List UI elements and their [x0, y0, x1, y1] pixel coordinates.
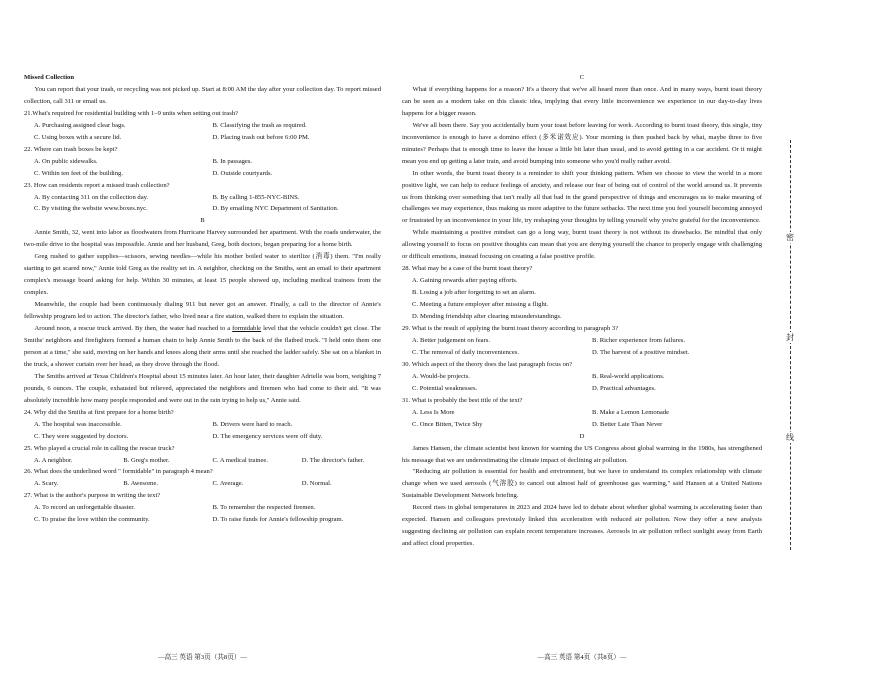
option-c: C. Using boxes with a secure lid. [34, 133, 122, 141]
question-28-stem: 28. What may be a case of the burnt toast theory? [402, 265, 533, 273]
option-b: B. By calling 1-855-NYC-BINS. [212, 193, 300, 201]
question-26-stem: 26. What does the underlined word " formidable" in paragraph 4 mean? [24, 468, 213, 476]
section-b-heading: B [200, 217, 205, 225]
option-c: C. They were suggested by doctors. [34, 432, 129, 440]
question-27-stem: 27. What is the author's purpose in writing the text? [24, 492, 161, 500]
right-page [402, 72, 762, 550]
passage-c-paragraph-4: While maintaining a positive mindset can go a long way, burnt toast theory is not without its drawbacks. Be mindful that only allowing yourself to focus on positive thoughts can mean that you are denying yourself the chance to properly engage with challenging or difficult emotions, instead focusing on creating a false positive profile. [402, 229, 762, 261]
question-31-options [402, 407, 762, 431]
question-21-options [24, 120, 381, 144]
option-a: A. To record an unforgettable disaster. [34, 504, 135, 512]
passage-d-paragraph-3: Record rises in global temperatures in 2023 and 2024 have led to debate about whether global warming is accelerating faster than expected. Hansen and colleagues previously linked this acceleration with reduced air pollution. Now they offer a new analysis suggesting declining air pollution can explain recent temperature increases. Aerosols in air pollution reflect sunlight away from Earth and affect cloud properties. [402, 504, 762, 548]
option-c: C. A medical trainee. [212, 456, 268, 464]
question-31-stem: 31. What is probably the best title of the text? [402, 396, 523, 404]
option-d: D. Normal. [301, 480, 332, 488]
option-a: A. The hospital was inaccessible. [34, 420, 122, 428]
question-24-options [24, 419, 381, 443]
option-d: D. Mending friendship after clearing misunderstandings. [412, 313, 562, 321]
question-29-stem: 29. What is the result of applying the burnt toast theory according to paragraph 3? [402, 325, 619, 333]
option-b: B. Classifying the trash as required. [212, 121, 307, 129]
option-a: A. Would-be projects. [412, 372, 470, 380]
page-footer-right: —高三 英语 第4页（共8页）— [537, 654, 627, 661]
question-22-options [24, 156, 381, 180]
option-b: B. To remember the respected firemen. [212, 504, 316, 512]
option-a: A. Gaining rewards after paying efforts. [412, 277, 518, 285]
question-23-options [24, 192, 381, 216]
passage-d-paragraph-1: James Hansen, the climate scientist best known for warning the US Congress about global warming in the 1980s, has strengthened his message that we are underestimating the climate impact of declining air pollution. [402, 444, 762, 464]
question-25-options [24, 455, 381, 467]
passage-b-paragraph-4 [24, 323, 381, 371]
option-c: C. Average. [212, 480, 244, 488]
option-b: B. Awesome. [123, 480, 158, 488]
option-c: C. Within ten feet of the building. [34, 169, 123, 177]
binding-char-seal: 封 [780, 332, 800, 343]
option-c: C. Once Bitten, Twice Shy [412, 420, 483, 428]
option-b: B. Greg's mother. [123, 456, 170, 464]
option-b: B. Richer experience from failures. [592, 336, 686, 344]
option-a: A. A neighbor. [34, 456, 73, 464]
section-title: Missed Collection [24, 74, 74, 81]
question-22-stem: 22. Where can trash boxes be kept? [24, 145, 118, 153]
option-a: A. By contacting 311 on the collection day. [34, 193, 149, 201]
passage-b-paragraph-2: Greg rushed to gather supplies—scissors, sewing needles—while his mother boiled water to sterilize (消毒) them. "I'm really starting to get scared now," Annie told Greg as the reality set in. A neighbor, checking on the Smiths, sent an email to their apartment complex's message board asking for help. Within 30 minutes, at least 15 people showed up, including medical trainees from the complex. [24, 253, 381, 297]
binding-char-seal: 密 [780, 232, 800, 243]
question-27-options [24, 502, 381, 526]
binding-char-line: 线 [780, 432, 800, 443]
paragraph-4-start: Around noon, a rescue truck arrived. By then, the water had reached to a [34, 325, 233, 333]
option-d: D. To raise funds for Annie's fellowship program. [212, 516, 344, 524]
question-30-stem: 30. Which aspect of the theory does the last paragraph focus on? [402, 360, 573, 368]
left-page [24, 72, 381, 526]
option-d: D. Placing trash out before 6:00 PM. [212, 133, 310, 141]
passage-d-paragraph-2: "Reducing air pollution is essential for health and environment, but we have to understand its complex relationship with climate change when we used aerosols (气溶胶) to cancel out almost half of greenhouse gas warming," said Hansen at a United Nations Sustainable Development Network briefing. [402, 468, 762, 500]
page-footer-left: —高三 英语 第3页（共8页）— [157, 654, 247, 661]
option-a: A. Less Is More [412, 408, 455, 416]
option-a: A. Purchasing assigned clear bags. [34, 121, 126, 129]
option-b: B. Drivers were hard to reach. [212, 420, 293, 428]
option-b: B. Make a Lemon Lemonade [592, 408, 670, 416]
binding-dashed-line [790, 140, 791, 550]
question-26-options [24, 478, 381, 490]
question-25-stem: 25. Who played a crucial role in calling the rescue truck? [24, 444, 175, 452]
passage-b-paragraph-1: Annie Smith, 32, went into labor as floodwaters from Hurricane Harvey surrounded her apartment. With the roads underwater, the two-mile drive to the hospital was impossible. Annie and her husband, Greg, both doctors, began preparing for a home birth. [24, 229, 381, 249]
section-d-heading: D [579, 432, 585, 440]
option-d: D. The harvest of a positive mindset. [592, 348, 690, 356]
underlined-word: formidable [232, 325, 262, 333]
option-c: C. The removal of daily inconveniences. [412, 348, 519, 356]
option-b: B. In passages. [212, 157, 253, 165]
option-a: A. Scary. [34, 480, 59, 488]
passage-c-paragraph-3: In other words, the burnt toast theory is a reminder to shift your thinking pattern. When we choose to view the world in a more positive light, we can help to reduce feelings of anxiety, and release our fear of being out of control of the world around us. It prevents us from thinking over something that isn't really all that bad in the grand perspective of things and encourages us to make meaning of challenges we may experience, thus making us more adaptive to the future setbacks. The next time you feel yourself becoming annoyed or frustrated by an inconvenience in your life, try reshaping your thoughts by telling yourself why you're grateful for the inconvenience. [402, 169, 762, 225]
passage-c-paragraph-2: We've all been there. Say you accidentally burn your toast before leaving for work. According to burnt toast theory, this single, tiny inconvenience is enough to have a domino effect (多米诺效应). Your morning is then pushed back by what, maybe three to five minutes? Perhaps that is enough time to leave the house a little bit later than usual, and to avoid getting in a car accident. Or it might mean you end up getting a later train, and avoid bumping into someone who you'd really rather avoid. [402, 121, 762, 165]
question-30-options [402, 371, 762, 395]
option-c: C. Meeting a future employer after missing a flight. [412, 301, 549, 309]
question-29-options [402, 335, 762, 359]
option-d: D. The emergency services were off duty. [212, 432, 323, 440]
option-c: C. Potential weaknesses. [412, 384, 478, 392]
option-d: D. The director's father. [301, 456, 365, 464]
passage-c-paragraph-1: What if everything happens for a reason? It's a theory that we've all heard more than once. And in many ways, burnt toast theory can be seen as a modern take on this classic idea, implying that every little inconvenience we experience in our day-to-day lives happens for a bigger reason. [402, 85, 762, 117]
paragraph-4-rest: level that the vehicle couldn't get close. The Smiths' neighbors and firefighters formed a human chain to help Annie Smith to the back of the flatbed truck. "I held onto them one person at a time," she said, moving on her hands and knees along their arms until she reached the ladder safely. She sat on a blanket in the truck, a shower curtain over her head, as they drove through the flood. [24, 325, 381, 368]
section-c-heading: C [579, 74, 585, 81]
option-d: D. Outside courtyards. [212, 169, 273, 177]
option-c: C. To praise the love within the community. [34, 516, 150, 524]
option-d: D. Practical advantages. [592, 384, 656, 392]
option-d: D. By emailing NYC Department of Sanitation. [212, 205, 339, 213]
question-21-stem: 21.What's required for residential building with 1–9 units when setting out trash? [24, 109, 238, 117]
intro-paragraph: You can report that your trash, or recycling was not picked up. Start at 8:00 AM the day after your collection day. To report missed collection, call 311 or email us. [24, 85, 381, 105]
question-24-stem: 24. Why did the Smiths at first prepare for a home birth? [24, 408, 174, 416]
option-d: D. Better Late Than Never [592, 420, 663, 428]
passage-b-paragraph-5: The Smiths arrived at Texas Children's Hospital about 15 minutes later. An hour later, their daughter Adrielle was born, weighing 7 pounds, 6 ounces. The couple, exhausted but relieved, appreciated the neighbors and firemen who had come to their aid. "It was absolutely incredible how many people responded and were out in the rain trying to help us," Annie said. [24, 372, 381, 404]
option-a: A. On public sidewalks. [34, 157, 98, 165]
option-b: B. Losing a job after forgetting to set an alarm. [412, 289, 536, 297]
option-b: B. Real-world applications. [592, 372, 665, 380]
question-23-stem: 23. How can residents report a missed trash collection? [24, 181, 170, 189]
option-c: C. By visiting the website www.boxes.nyc. [34, 205, 148, 213]
option-a: A. Better judgement on fears. [412, 336, 491, 344]
question-28-options [402, 275, 762, 323]
passage-b-paragraph-3: Meanwhile, the couple had been continuously dialing 911 but never got an answer. Finally, a call to the director of Annie's fellowship program led to action. The director's father, who lived near a fire station, walked there to explain the situation. [24, 301, 381, 321]
